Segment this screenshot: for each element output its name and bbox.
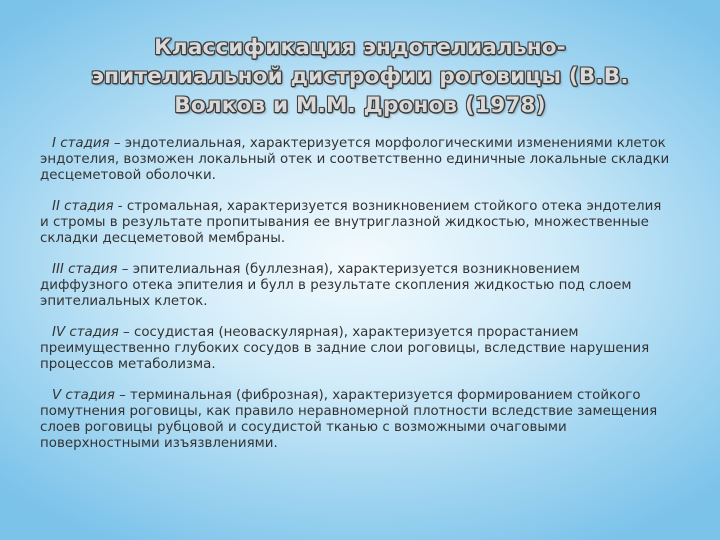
slide-title [60,33,660,120]
stage-5-label: V стадия [52,388,115,403]
stage-4-text: – сосудистая (неоваскулярная), характеризуется прорастанием преимущественно глубоких сосудов в задние слои роговицы, вследствие нарушения процессов метаболизма. [40,325,650,372]
slide-body [40,136,670,467]
stage-4-paragraph [40,325,670,373]
stage-1-paragraph [40,136,670,184]
stage-2-text: - стромальная, характеризуется возникновением стойкого отека эндотелия и стромы в результате пропитывания ее внутриглазной жидкостью, множественные складки десцеметовой мембраны. [40,199,662,246]
stage-1-label: I стадия [52,136,110,151]
stage-5-text: – терминальная (фиброзная), характеризуется формированием стойкого помутнения роговицы, как правило неравномерной плотности вследствие замещения слоев роговицы рубцовой и сосудистой тканью с возможными очаговыми поверхностными изъязвлениями. [40,388,658,451]
stage-2-label: II стадия [52,199,114,214]
title-line-2: эпителиальной дистрофии роговицы (В.В. [91,64,629,89]
stage-4-label: IV стадия [52,325,119,340]
stage-3-paragraph [40,262,670,310]
stage-3-label: III стадия [52,262,118,277]
stage-1-text: – эндотелиальная, характеризуется морфологическими изменениями клеток эндотелия, возможен локальный отек и соответственно единичные локальные складки десцеметовой оболочки. [40,136,670,183]
stage-2-paragraph [40,199,670,247]
stage-3-text: – эпителиальная (буллезная), характеризуется возникновением диффузного отека эпителия и булл в результате скопления жидкостью под слоем эпителиальных клеток. [40,262,632,309]
title-line-1: Классификация эндотелиально- [154,35,566,60]
stage-5-paragraph [40,388,670,452]
title-line-3: Волков и М.М. Дронов (1978) [174,93,546,118]
